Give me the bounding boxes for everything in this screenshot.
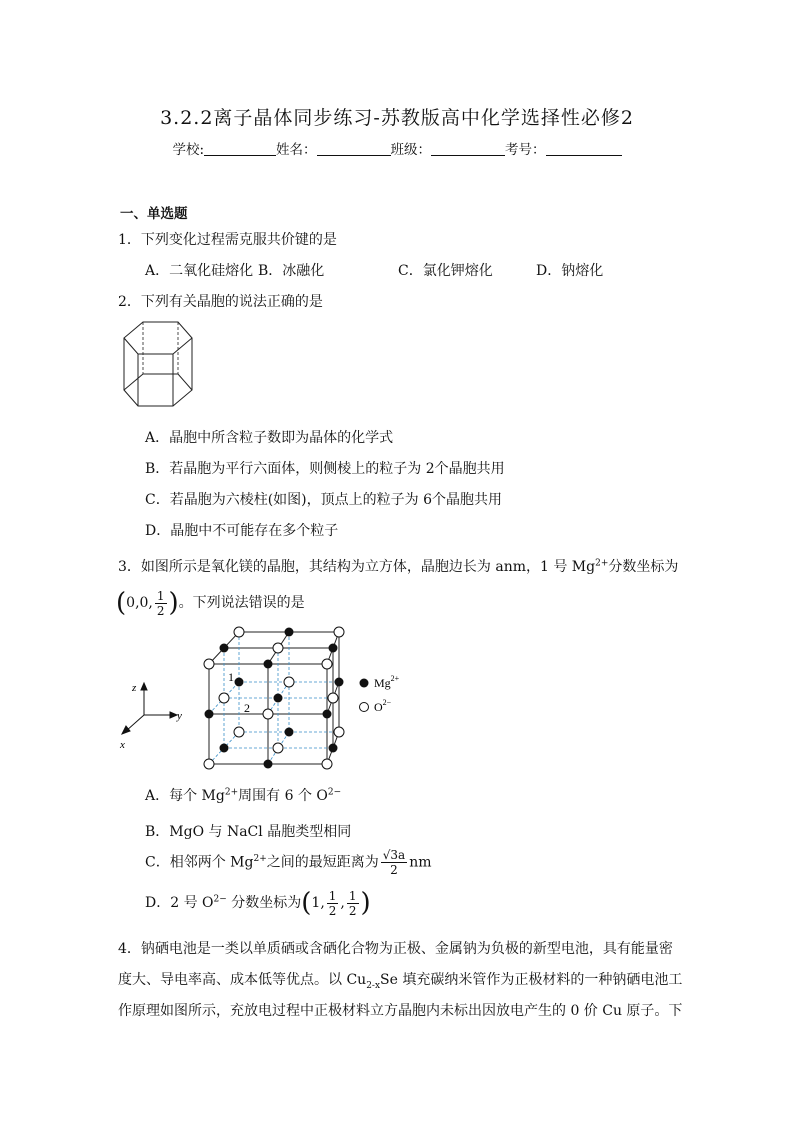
q3-c-unit: nm — [409, 854, 432, 871]
q3-c-num: √3a — [382, 848, 406, 862]
q3-fraction — [155, 589, 167, 618]
q1-stem: 1．下列变化过程需克服共价键的是 — [118, 232, 337, 248]
q3-option-a[interactable] — [145, 785, 341, 805]
q4-line-2-sub: 2-x — [366, 980, 381, 991]
q3-stem-text-2: 分数坐标为 — [608, 559, 679, 575]
q3-c-text-2: 之间的最短距离为 — [266, 854, 379, 871]
q1-option-d[interactable]: D．钠熔化 — [536, 263, 604, 279]
axis-indicator — [122, 683, 177, 734]
legend-mg-marker — [360, 679, 369, 688]
q3-d-coord: 1, — [311, 895, 325, 911]
q4-line-3: 作原理如图所示，充放电过程中正极材料立方晶胞内未标出因放电产生的 0 价 Cu 原子。下 — [118, 1003, 683, 1019]
q3-option-b[interactable]: B．MgO 与 NaCl 晶胞类型相同 — [145, 824, 352, 840]
q3-d-text: D．2 号 O — [145, 895, 214, 911]
id-label: 考号： — [505, 142, 546, 158]
axis-z-label: z — [132, 682, 137, 694]
q3-a-charge2: 2− — [327, 787, 342, 798]
school-label: 学校: — [172, 142, 205, 158]
q3-option-d[interactable]: D．2 号 $O^{2-}$ 分数坐标为(1, $\frac{1}{2}$ , $\frac{1}{2}$ ) — [145, 888, 371, 918]
q4-line-2-text: 度大、导电率高、成本低等优点。以 Cu — [118, 972, 367, 988]
q2-option-a[interactable]: A．晶胞中所含粒子数即为晶体的化学式 — [145, 430, 394, 446]
close-paren: ) — [168, 588, 179, 618]
q3-stem-text: 3．如图所示是氧化镁的晶胞，其结构为立方体，晶胞边长为 anm，1 号 Mg — [118, 559, 596, 575]
q3-coord-values: 0,0, — [126, 595, 153, 611]
student-info-line — [0, 138, 794, 158]
q3-c-text: C．相邻两个 Mg — [145, 854, 254, 871]
legend-o: $O^{2-}$ — [374, 698, 392, 714]
q4-line-2-text-2: Se 填充碳纳米管作为正极材料的一种钠硒电池工 — [380, 972, 683, 988]
q3-c-den: 2 — [390, 863, 398, 877]
q4-line-2 — [118, 969, 682, 991]
hexagonal-prism-figure — [118, 318, 198, 410]
legend-mg: $Mg^{2+}$ — [374, 674, 400, 690]
q3-d-text-2: 分数坐标为 — [226, 895, 302, 911]
id-blank[interactable] — [546, 142, 622, 156]
q4-line-1: 4．钠硒电池是一类以单质硒或含硒化合物为正极、金属钠为负极的新型电池，具有能量密 — [118, 941, 673, 957]
close-paren: ) — [360, 888, 371, 918]
q3-a-charge1: 2+ — [224, 787, 239, 798]
q3-d-den2: 2 — [348, 903, 357, 918]
school-blank[interactable] — [204, 142, 276, 156]
q3-d-frac1 — [327, 889, 339, 918]
axis-x-label: x — [120, 739, 125, 751]
q1-option-c[interactable]: C．氯化钾熔化 — [398, 263, 493, 279]
section-title: 一、单选题 — [120, 206, 188, 222]
name-label: 姓名： — [276, 142, 317, 158]
q3-a-text-2: 周围有 6 个 O — [238, 788, 328, 804]
q2-option-c[interactable]: C．若晶胞为六棱柱(如图)，顶点上的粒子为 6个晶胞共用 — [145, 492, 502, 508]
q3-c-fraction — [381, 848, 407, 877]
q3-frac-num: 1 — [156, 588, 165, 603]
page-title: 3.2.2离子晶体同步练习-苏教版高中化学选择性必修2 — [160, 107, 634, 129]
q3-coordinate-line — [116, 588, 305, 618]
q3-d-den1: 2 — [328, 903, 337, 918]
class-label: 班级： — [390, 142, 432, 158]
mgo-unit-cell-figure — [112, 620, 412, 770]
q3-d-frac2 — [347, 889, 359, 918]
atom-label-2: 2 — [244, 701, 250, 715]
q3-a-text: A．每个 Mg — [145, 788, 225, 804]
legend-o-marker — [360, 703, 369, 712]
q3-d-charge: 2− — [213, 894, 227, 905]
q3-stem — [118, 556, 678, 576]
axis-y-label: y — [177, 710, 182, 722]
name-blank[interactable] — [317, 142, 391, 156]
q2-stem: 2．下列有关晶胞的说法正确的是 — [118, 294, 323, 310]
open-paren: ( — [301, 888, 312, 918]
open-paren: ( — [116, 588, 127, 618]
q3-option-c[interactable] — [145, 848, 431, 877]
q3-c-charge: 2+ — [253, 853, 267, 864]
q1-option-b[interactable]: B．冰融化 — [258, 263, 325, 279]
class-blank[interactable] — [431, 142, 505, 156]
q3-d-num2: 1 — [348, 888, 357, 903]
q2-option-d[interactable]: D．晶胞中不可能存在多个粒子 — [145, 523, 339, 539]
q1-option-a[interactable]: A．二氧化硅熔化 — [145, 263, 254, 279]
atom-label-1: 1 — [228, 670, 234, 684]
q3-d-num1: 1 — [328, 888, 337, 903]
q2-option-b[interactable]: B．若晶胞为平行六面体，则侧棱上的粒子为 2个晶胞共用 — [145, 461, 505, 477]
q3-stem-tail: 。下列说法错误的是 — [178, 595, 305, 611]
q3-frac-den: 2 — [156, 603, 165, 618]
q3-stem-charge: 2+ — [595, 558, 609, 569]
